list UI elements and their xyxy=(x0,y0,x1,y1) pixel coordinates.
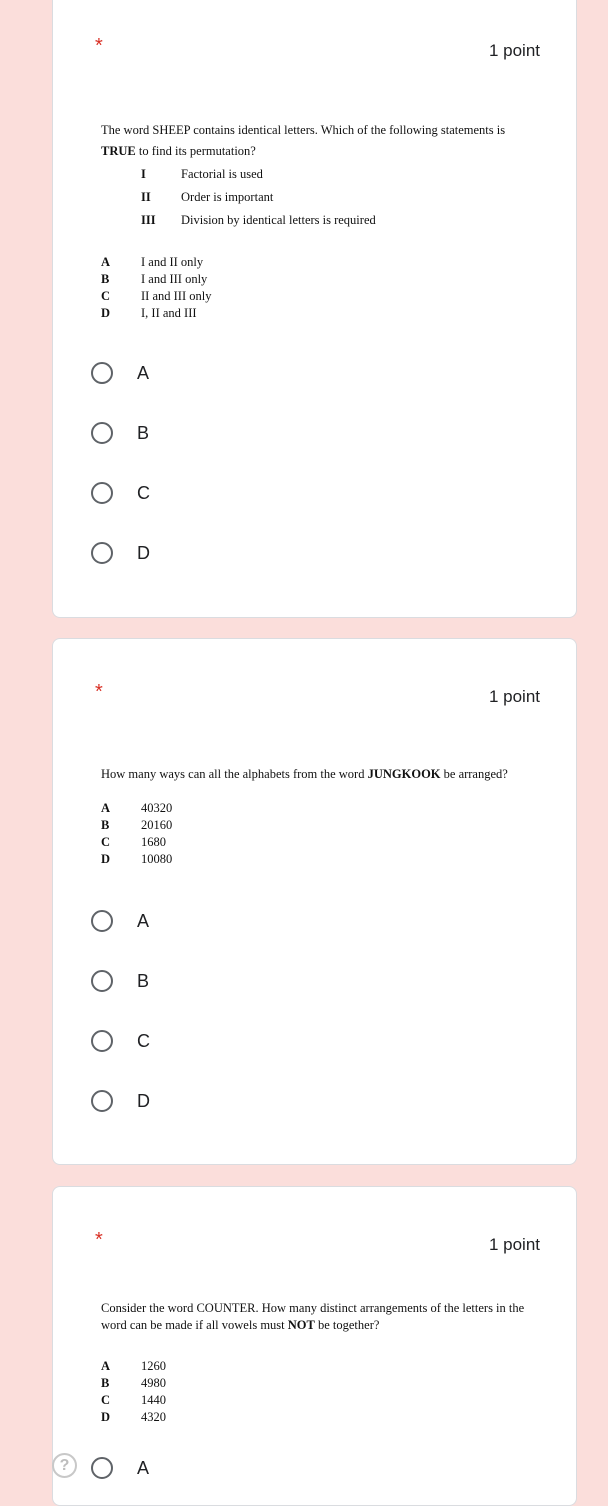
radio-button[interactable] xyxy=(91,970,113,992)
radio-button[interactable] xyxy=(91,362,113,384)
radio-button[interactable] xyxy=(91,482,113,504)
radio-option-a[interactable]: A xyxy=(91,906,149,936)
answer-key-item: D I, II and III xyxy=(101,306,197,320)
answer-key-list xyxy=(101,800,172,868)
points-label: 1 point xyxy=(488,41,540,60)
answer-key-item: D 4320 xyxy=(101,1410,166,1424)
question-card-1 xyxy=(52,0,577,618)
radio-option-c[interactable]: C xyxy=(91,1026,150,1056)
radio-option-c[interactable]: C xyxy=(91,478,150,508)
radio-button[interactable] xyxy=(91,1090,113,1112)
radio-button[interactable] xyxy=(91,542,113,564)
statement-list xyxy=(141,167,376,236)
question-card-3 xyxy=(52,1186,577,1506)
answer-key-item: A I and II only xyxy=(101,255,204,269)
question-card-2 xyxy=(52,638,577,1165)
answer-key-item: A 40320 xyxy=(101,801,173,815)
required-asterisk: * xyxy=(95,35,103,57)
required-asterisk: * xyxy=(95,681,103,703)
points-label: 1 point xyxy=(488,687,540,706)
radio-button[interactable] xyxy=(91,422,113,444)
answer-key-item: B I and III only xyxy=(101,272,208,286)
statement-item: II Order is important xyxy=(141,190,274,204)
question-text: How many ways can all the alphabets from the word JUNGKOOK be arranged? xyxy=(101,767,508,781)
radio-option-a[interactable]: A xyxy=(91,358,149,388)
question-text: Consider the word COUNTER. How many distinct arrangements of the letters in the word can be made if all vowels must NOT be together? xyxy=(101,1301,525,1332)
statement-item: III Division by identical letters is required xyxy=(141,213,376,227)
radio-option-d[interactable]: D xyxy=(91,1086,150,1116)
points-label: 1 point xyxy=(488,1235,540,1254)
radio-button[interactable] xyxy=(91,910,113,932)
radio-option-d[interactable]: D xyxy=(91,538,150,568)
statement-item: I Factorial is used xyxy=(141,167,263,181)
answer-key-item: C 1440 xyxy=(101,1393,166,1407)
radio-option-b[interactable]: B xyxy=(91,418,149,448)
help-icon[interactable]: ? xyxy=(52,1453,77,1478)
answer-key-item: C II and III only xyxy=(101,289,212,303)
question-text: The word SHEEP contains identical letters. Which of the following statements is TRUE to find its permutation? xyxy=(101,123,506,158)
answer-key-item: D 10080 xyxy=(101,852,173,866)
radio-option-b[interactable]: B xyxy=(91,966,149,996)
required-asterisk: * xyxy=(95,1229,103,1251)
radio-button[interactable] xyxy=(91,1030,113,1052)
radio-button[interactable] xyxy=(91,1457,113,1479)
answer-key-item: B 4980 xyxy=(101,1376,166,1390)
radio-option-a[interactable]: A xyxy=(91,1453,149,1483)
answer-key-item: C 1680 xyxy=(101,835,166,849)
answer-key-item: B 20160 xyxy=(101,818,173,832)
answer-key-list xyxy=(101,254,211,322)
answer-key-list xyxy=(101,1358,166,1426)
answer-key-item: A 1260 xyxy=(101,1359,166,1373)
